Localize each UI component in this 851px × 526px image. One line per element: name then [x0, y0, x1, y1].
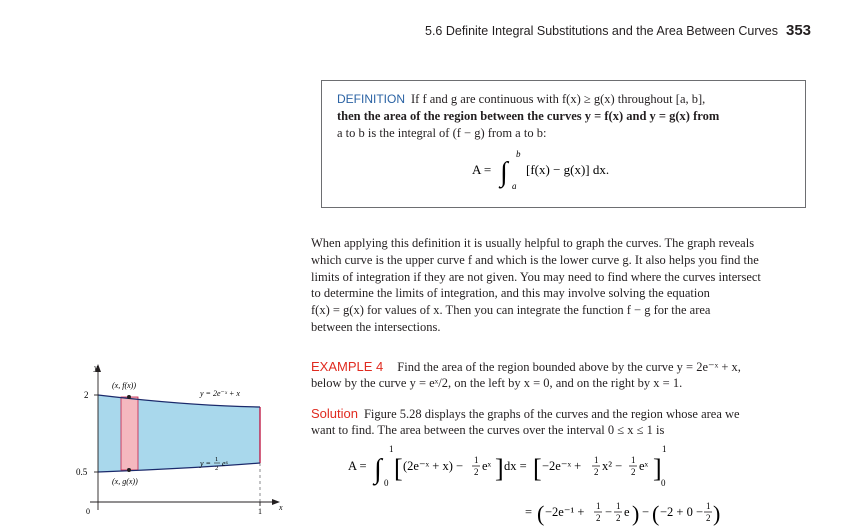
solution-block — [311, 406, 811, 438]
paragraph-line: to determine the limits of integration, and this may involve solving the equation — [311, 286, 710, 301]
label-curve-f: y = 2e⁻ˣ + x — [200, 389, 240, 398]
equation-line-1 — [348, 444, 667, 488]
eq-bracket-open: [ — [394, 454, 403, 483]
example-block — [311, 359, 811, 391]
eq-anti-half-num: 1 — [594, 455, 599, 465]
label-curve-g-e: eˣ — [222, 459, 228, 468]
eq-anti-half-den: 2 — [594, 467, 599, 477]
point-g — [127, 468, 131, 472]
example-line-2: below by the curve y = eˣ/2, on the left by x = 0, and on the right by x = 1. — [311, 376, 683, 390]
definition-box — [321, 80, 806, 208]
eq-anti-open: [ — [533, 454, 542, 483]
eq2-half3-den: 2 — [706, 513, 711, 523]
tick-label-2: 2 — [84, 390, 89, 400]
eq-half-den: 2 — [474, 467, 479, 477]
eq-half-num: 1 — [474, 455, 479, 465]
tick-label-1: 1 — [258, 507, 262, 516]
eq-anti-a: −2e⁻ˣ + — [542, 459, 582, 473]
label-bottom-point: (x, g(x)) — [112, 477, 138, 486]
definition-line-3: a to b is the integral of (f − g) from a to b: — [337, 126, 547, 140]
integral-sign: ∫ — [500, 157, 508, 188]
solution-line-2: want to find. The area between the curves over the interval 0 ≤ x ≤ 1 is — [311, 423, 665, 437]
definition-text — [337, 91, 791, 142]
x-axis-label: x — [279, 503, 283, 512]
example-line-1: Find the area of the region bounded above by the curve y = 2e⁻ˣ + x, — [397, 360, 741, 374]
eq2-half-num: 1 — [596, 501, 601, 511]
eq-anti-half2-num: 1 — [631, 455, 636, 465]
eq2-paren2-open: ( — [652, 501, 660, 526]
eq-anti-x2: x² − — [602, 459, 623, 473]
figure-5-28 — [60, 362, 300, 526]
eq2-equals: = — [525, 505, 533, 519]
equation-line-2 — [525, 501, 720, 526]
label-curve-g: y = — [200, 459, 211, 468]
eq-dx: dx = — [504, 459, 527, 473]
eq-lhs: A = — [348, 459, 367, 473]
formula-lhs: A = — [472, 162, 492, 177]
solution-label: Solution — [311, 406, 358, 421]
eq2-paren-open: ( — [537, 501, 545, 526]
definition-line-1: If f and g are continuous with f(x) ≥ g(x) throughout [a, b], — [411, 92, 706, 106]
eq2-f: −2 + 0 − — [660, 505, 704, 519]
formula-lower-limit: a — [512, 181, 517, 191]
body-paragraph — [311, 235, 811, 336]
paragraph-line: f(x) = g(x) for values of x. Then you can integrate the function f − g for the area — [311, 303, 711, 318]
eq-bracket-close: ] — [495, 454, 504, 483]
point-f — [127, 395, 131, 399]
label-top-point: (x, f(x)) — [112, 381, 136, 390]
paragraph-line: When applying this definition it is usually helpful to graph the curves. The graph reveals — [311, 236, 755, 250]
eq2-half3-num: 1 — [706, 501, 711, 511]
eq-int-upper: 1 — [389, 444, 394, 454]
eq-eval-upper: 1 — [662, 444, 667, 454]
page-number: 353 — [786, 22, 812, 39]
representative-strip — [121, 397, 138, 470]
definition-label: DEFINITION — [337, 92, 405, 106]
eq-integral-sign: ∫ — [374, 454, 382, 485]
solution-equation — [340, 442, 720, 526]
tick-label-0: 0 — [86, 507, 90, 516]
eq2-half2-den: 2 — [616, 513, 621, 523]
y-axis-label: y — [94, 363, 98, 372]
eq-ex: eˣ — [482, 459, 492, 473]
eq2-e: e — [624, 505, 630, 519]
example-label: EXAMPLE 4 — [311, 359, 384, 374]
eq-anti-close: ] — [653, 454, 662, 483]
eq2-half-den: 2 — [596, 513, 601, 523]
running-header: 5.6 Definite Integral Substitutions and the Area Between Curves — [425, 24, 778, 38]
eq2-half2-num: 1 — [616, 501, 621, 511]
eq-anti-ex: eˣ — [639, 459, 649, 473]
definition-line-2: then the area of the region between the curves y = f(x) and y = g(x) from — [337, 109, 720, 123]
eq2-b: −2e⁻¹ + — [545, 505, 585, 519]
eq-integrand: (2e⁻ˣ + x) − — [403, 459, 464, 473]
eq2-minus: − — [605, 505, 613, 519]
formula-upper-limit: b — [516, 149, 521, 159]
eq-anti-half2-den: 2 — [631, 467, 636, 477]
eq-int-lower: 0 — [384, 478, 389, 488]
paragraph-line: limits of integration if they are not given. You may need to find where the curves intersect — [311, 269, 761, 284]
solution-line-1: Figure 5.28 displays the graphs of the curves and the region whose area we — [363, 407, 740, 421]
eq-eval-lower: 0 — [661, 478, 666, 488]
eq2-paren2-close: ) — [713, 501, 720, 526]
label-curve-g-den: 2 — [215, 465, 219, 472]
tick-label-05: 0.5 — [76, 467, 88, 477]
eq2-paren-close: ) — [632, 501, 640, 526]
paragraph-line: which curve is the upper curve f and which is the lower curve g. It also helps you find the — [311, 252, 759, 267]
definition-formula — [472, 147, 692, 191]
paragraph-line: between the intersections. — [311, 319, 441, 334]
label-curve-g-num: 1 — [215, 456, 219, 463]
formula-body: [f(x) − g(x)] dx. — [526, 162, 610, 177]
eq2-minus-2: − — [642, 505, 650, 519]
